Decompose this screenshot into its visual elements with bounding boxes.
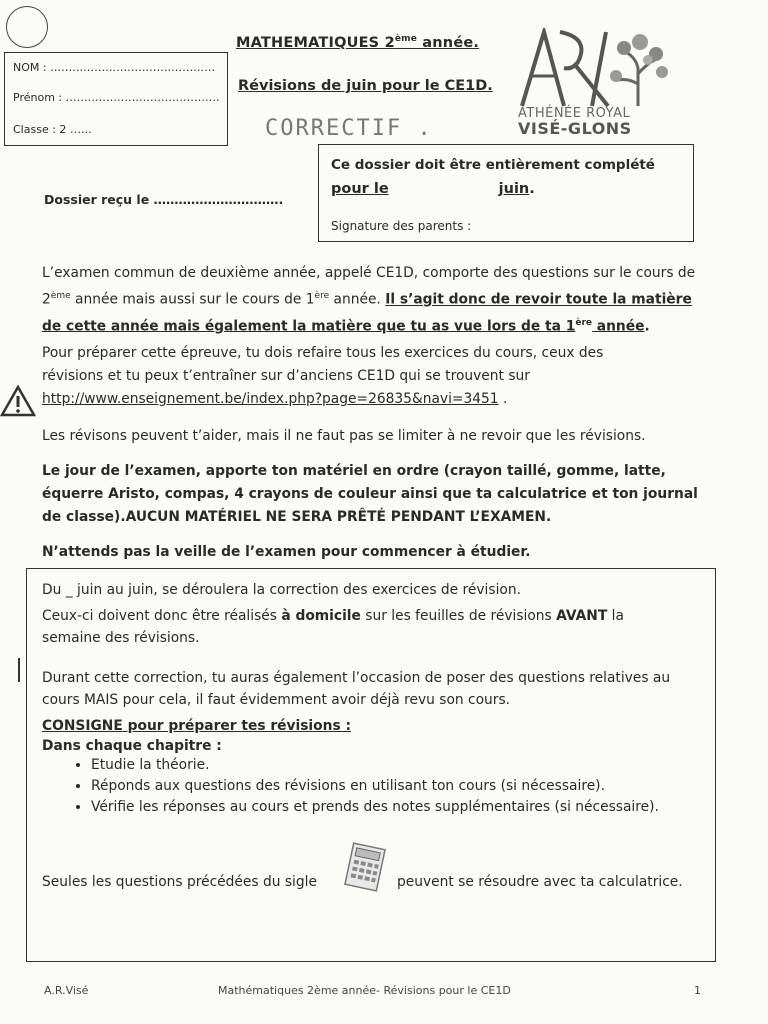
footer-school: A.R.Visé bbox=[44, 984, 89, 997]
correction-info-box bbox=[26, 568, 716, 962]
correction-dates: Du _ juin au juin, se déroulera la correction des exercices de révision. bbox=[42, 582, 521, 598]
classe-field: Classe : 2 …… bbox=[13, 123, 92, 136]
instructions-list bbox=[59, 755, 659, 818]
material-paragraph: Le jour de l’examen, apporte ton matériel en ordre (crayon taillé, gomme, latte, équerre Aristo, compas, 4 crayons de couleur ainsi que ta calculatrice et ton journal de classe).AUCUN MATÉRIEL NE SERA PRÊTÉ PENDANT L’EXAMEN. bbox=[42, 463, 698, 525]
footer-title: Mathématiques 2ème année- Révisions pour le CE1D bbox=[218, 984, 511, 997]
nom-field: NOM : ……………………………………… bbox=[13, 61, 216, 74]
calculator-note-start: Seules les questions précédées du sigle bbox=[42, 874, 317, 890]
logo-school-line2: VISÉ-GLONS bbox=[518, 119, 632, 138]
list-item: • Réponds aux questions des révisions en utilisant ton cours (si nécessaire). bbox=[91, 776, 659, 797]
student-id-box bbox=[4, 52, 228, 146]
margin-mark bbox=[18, 658, 20, 682]
questions-line-2: cours MAIS pour cela, il faut évidemment avoir déjà revu son cours. bbox=[42, 692, 511, 708]
list-item: • Etudie la théorie. bbox=[91, 755, 659, 776]
preparation-paragraph: Pour préparer cette épreuve, tu dois refaire tous les exercices du cours, ceux des révisions et tu peux t’entraîner sur d’anciens CE1D qui se trouvent sur http://www.enseignement.be/index.php?page=26835&navi=3451 . bbox=[42, 345, 604, 407]
questions-line: Durant cette correction, tu auras également l’occasion de poser des questions relatives au bbox=[42, 670, 671, 686]
warning-icon bbox=[0, 384, 36, 418]
homework-line-2: semaine des révisions. bbox=[42, 630, 200, 646]
school-logo bbox=[520, 28, 670, 108]
enseignement-link[interactable]: http://www.enseignement.be/index.php?page=26835&navi=3451 bbox=[42, 391, 499, 407]
due-line1: Ce dossier doit être entièrement complété bbox=[331, 157, 655, 173]
correctif-stamp: CORRECTIF . bbox=[265, 116, 433, 141]
parent-signature-label: Signature des parents : bbox=[331, 219, 472, 233]
calculator-note-end: peuvent se résoudre avec ta calculatrice. bbox=[397, 874, 683, 890]
due-line2: pour le juin. bbox=[331, 181, 535, 197]
logo-school-line1: ATHÉNÉE ROYAL bbox=[518, 106, 631, 121]
homework-line: Ceux-ci doivent donc être réalisés à domicile sur les feuilles de révisions AVANT la bbox=[42, 608, 624, 624]
study-reminder: N’attends pas la veille de l’examen pour commencer à étudier. bbox=[42, 544, 531, 560]
consigne-heading: CONSIGNE pour préparer tes révisions : bbox=[42, 718, 351, 734]
prenom-field: Prénom : …………………………………… bbox=[13, 91, 220, 104]
page-subtitle: Révisions de juin pour le CE1D. bbox=[238, 78, 493, 94]
page-title: MATHEMATIQUES 2ème année. bbox=[236, 34, 480, 51]
calculator-icon bbox=[341, 842, 389, 892]
due-date-box bbox=[318, 144, 694, 242]
revisions-note: Les révisons peuvent t’aider, mais il ne faut pas se limiter à ne revoir que les révisions. bbox=[42, 428, 646, 444]
page-number: 1 bbox=[694, 984, 701, 997]
intro-paragraph: L’examen commun de deuxième année, appelé CE1D, comporte des questions sur le cours de 2ème année mais aussi sur le cours de 1ère année. Il s’agit donc de revoir toute la matière de cette année mais également la matière que tu as vue lors de ta 1ère année. bbox=[42, 265, 696, 335]
list-item: • Vérifie les réponses au cours et prends des notes supplémentaires (si nécessaire). bbox=[91, 797, 659, 818]
chapitre-label: Dans chaque chapitre : bbox=[42, 738, 222, 754]
punch-hole bbox=[6, 6, 48, 48]
dossier-recu: Dossier reçu le …………………………. bbox=[44, 192, 284, 207]
